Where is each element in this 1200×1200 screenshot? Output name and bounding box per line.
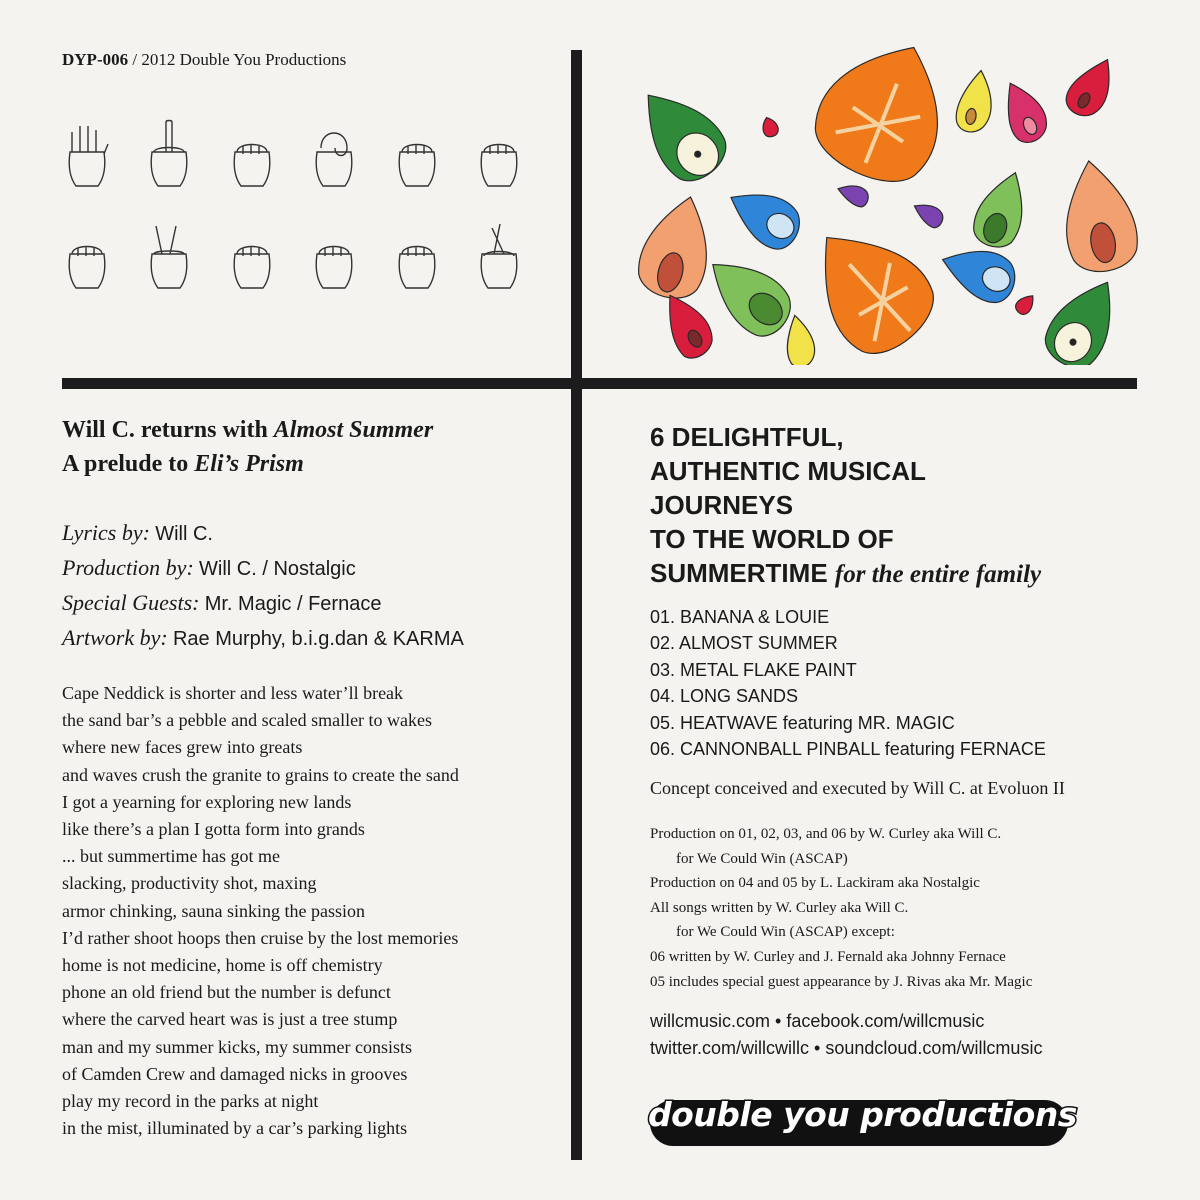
track-item: 01. BANANA & LOUIE [650,607,830,627]
hand-row-top [58,118,528,194]
website-link[interactable]: willcmusic.com [650,1011,771,1031]
headline [650,420,1041,592]
lyrics [62,680,459,1142]
lyric-line: man and my summer kicks, my summer consists [62,1036,412,1057]
headline-line [650,556,1041,592]
fruit-drop-icon [954,68,998,135]
lyric-line: ... but summertime has got me [62,846,280,867]
lyric-line: in the mist, illuminated by a car’s parking lights [62,1118,408,1139]
headline-line: 6 DELIGHTFUL, [650,422,844,452]
production-notes [650,822,1032,994]
lyric-line: of Camden Crew and damaged nicks in grooves [62,1063,408,1084]
lyric-line: I’d rather shoot hoops then cruise by the lost memories [62,927,459,948]
note-line: All songs written by W. Curley aka Will C. [650,899,909,916]
hand-sign-icon [470,220,528,296]
hand-sign-icon [388,220,446,296]
headline-summertime: SUMMERTIME [650,558,835,588]
credit-label: Artwork by: [62,625,168,650]
hand-sign-icon [305,220,363,296]
lyric-line: phone an old friend but the number is defunct [62,982,391,1003]
fruit-drop-icon [1054,155,1142,277]
hand-sign-illustration [58,118,528,322]
track-item: 04. LONG SANDS [650,686,799,707]
bullet-separator: • [775,1011,782,1031]
facebook-link[interactable]: facebook.com/willcmusic [786,1011,985,1031]
hand-sign-icon [223,220,281,296]
vertical-divider [571,50,582,1160]
intro-line-2 [62,447,433,481]
headline-line: JOURNEYS [650,490,794,520]
note-line: for We Could Win (ASCAP) [676,850,848,867]
intro-text: A prelude to [62,451,195,477]
lyric-line: the sand bar’s a pebble and scaled smaller to wakes [62,710,433,731]
hand-sign-icon [140,220,198,296]
fruit-drop-icon [1060,51,1123,123]
note-line: 06 written by W. Curley and J. Fernald aka Johnny Fernace [650,948,1006,965]
credit-value: Will C. / Nostalgic [199,558,356,580]
hand-sign-icon [388,118,446,194]
note-line: for We Could Win (ASCAP) except: [676,924,895,941]
lyric-line: home is not medicine, home is off chemistry [62,955,383,976]
hand-sign-icon [58,220,116,296]
lyric-line: play my record in the parks at night [62,1091,319,1112]
links-line-2 [650,1035,1042,1062]
hand-sign-icon [58,118,116,194]
credit-value: Will C. [155,523,213,545]
note-line: Production on 04 and 05 by L. Lackiram aka Nostalgic [650,875,980,892]
bullet-separator: • [814,1038,821,1058]
hand-sign-icon [470,118,528,194]
intro-text: Will C. returns with [62,417,274,443]
logo-text: double you productions [648,1095,1077,1134]
lyric-line: like there’s a plan I gotta form into grands [62,819,365,840]
fruit-artwork [630,45,1150,365]
credit-line [62,621,464,656]
horizontal-divider [62,378,1137,389]
track-item: 02. ALMOST SUMMER [650,633,838,654]
fruit-drop-icon [801,45,969,198]
fruit-drop-icon [835,180,871,209]
double-you-productions-logo [640,1078,1080,1158]
credit-value: Mr. Magic / Fernace [204,593,382,615]
credit-label: Lyrics by: [62,520,150,545]
catalog-line [62,50,346,70]
fruit-drop-icon [1037,268,1132,365]
lyric-line: Cape Neddick is shorter and less water’ll break [62,683,404,703]
lyric-line: where new faces grew into greats [62,737,303,758]
credit-line [62,586,464,621]
lyric-line: slacking, productivity shot, maxing [62,873,317,894]
lyric-line: I got a yearning for exploring new lands [62,791,352,812]
credit-label: Special Guests: [62,590,200,615]
hand-sign-icon [140,118,198,194]
intro-line-1 [62,413,433,447]
fruit-drop-icon [719,177,808,256]
credit-value: Rae Murphy, b.i.g.dan & KARMA [172,628,464,650]
tracklist [650,604,1046,762]
album-intro [62,413,433,481]
catalog-number: DYP-006 [62,50,129,69]
lyric-line: armor chinking, sauna sinking the passion [62,900,365,921]
hand-sign-icon [305,118,363,194]
headline-line: TO THE WORLD OF [650,524,894,554]
fruit-drop-icon [934,237,1021,308]
links-line-1 [650,1008,1042,1035]
headline-tagline: for the entire family [834,561,1042,588]
fruit-drop-icon [759,115,780,139]
fruit-drop-icon [1013,291,1038,317]
track-item: 03. METAL FLAKE PAINT [650,659,857,680]
fruit-drop-icon [910,198,947,230]
prelude-title: Eli’s Prism [194,451,304,477]
hand-sign-icon [223,118,281,194]
credit-label: Production by: [62,555,194,580]
hand-row-bottom [58,220,528,296]
fruit-drop-icon [994,76,1054,148]
note-line: Production on 01, 02, 03, and 06 by W. Curley aka Will C. [650,826,1002,842]
credits [62,516,464,656]
links [650,1008,1042,1062]
fruit-drop-icon [968,165,1037,253]
credit-line [62,551,464,586]
concept-line: Concept conceived and executed by Will C. at Evoluon II [650,778,1065,798]
twitter-link[interactable]: twitter.com/willcwillc [650,1038,810,1058]
fruit-drop-icon [632,189,722,306]
headline-line: AUTHENTIC MUSICAL [650,456,926,486]
track-item: 05. HEATWAVE featuring MR. MAGIC [650,712,955,733]
fruit-drop-icon [653,286,719,363]
credit-line [62,516,464,551]
fruit-drop-icon [630,75,737,192]
soundcloud-link[interactable]: soundcloud.com/willcmusic [825,1038,1043,1058]
lyric-line: and waves crush the granite to grains to create the sand [62,764,459,785]
album-title: Almost Summer [273,417,434,443]
lyric-line: where the carved heart was is just a tree stump [62,1009,398,1030]
catalog-label: / 2012 Double You Productions [128,50,347,69]
note-line: 05 includes special guest appearance by J. Rivas aka Mr. Magic [650,973,1033,990]
fruit-drop-icon [781,313,817,365]
track-item: 06. CANNONBALL PINBALL featuring FERNACE [650,739,1046,760]
